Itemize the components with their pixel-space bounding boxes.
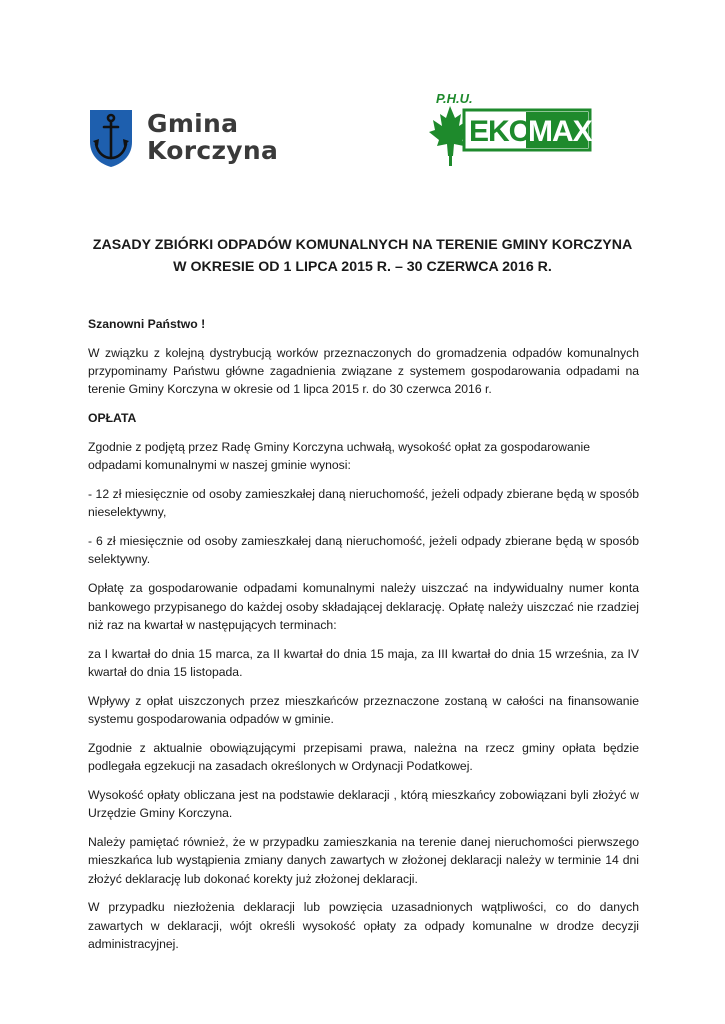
payment-account-paragraph: Opłatę za gospodarowanie odpadami komunalnymi należy uiszczać na indywidualny numer konta bankowego przypisanego do każdej osoby składającej deklarację. Opłatę należy uiszczać nie rzadziej niż raz na kwartał w następujących terminach:	[88, 581, 639, 632]
no-declaration-paragraph: W przypadku niezłożenia deklaracji lub powzięcia uzasadnionych wątpliwości, co do danych zawartych w deklaracji, wójt określi wysokość opłaty za odpady komunalne w drodze decyzji administracyjnej.	[88, 900, 639, 952]
fee-intro-paragraph: Zgodnie z podjętą przez Radę Gminy Korczyna uchwałą, wysokość opłat za gospodarowanie odpadami komunalnymi w naszej gminie wynosi:	[88, 439, 590, 473]
ekomax-name-eko: EKO	[469, 115, 532, 148]
greeting: Szanowni Państwo !	[88, 317, 206, 331]
gmina-korczyna-logo	[88, 108, 298, 170]
revenue-use-paragraph: Wpływy z opłat uiszczonych przez mieszkańców przeznaczone zostaną w całości na finansowanie systemu gospodarowania odpadów w gminie.	[88, 693, 639, 727]
document-title	[60, 234, 665, 278]
gmina-logo-line2: Korczyna	[147, 136, 279, 165]
payment-dates-paragraph: za I kwartał do dnia 15 marca, za II kwartał do dnia 15 maja, za III kwartał do dnia 15 września, za IV kwartał do dnia 15 listopada.	[88, 646, 639, 679]
gmina-logo-line1: Gmina	[147, 109, 239, 138]
ekomax-prefix: P.H.U.	[436, 91, 473, 106]
intro-paragraph: W związku z kolejną dystrybucją worków przeznaczonych do gromadzenia odpadów komunalnych przypominamy Państwu główne zagadnienia związane z systemem gospodarowania odpadami na terenie Gminy Korczyna w okresie od 1 lipca 2015 r. do 30 czerwca 2016 r.	[88, 345, 639, 397]
document-body	[88, 315, 639, 964]
enforcement-paragraph: Zgodnie z aktualnie obowiązującymi przepisami prawa, należna na rzecz gminy opłata będzie podlegała egzekucji na zasadach określonych w Ordynacji Podatkowej.	[88, 740, 639, 774]
anchor-crest-icon	[88, 108, 134, 168]
declaration-basis-paragraph: Wysokość opłaty obliczana jest na podstawie deklaracji , którą mieszkańcy zobowiązani byli złożyć w Urzędzie Gminy Korczyna.	[88, 787, 639, 821]
gmina-logo-text	[147, 110, 278, 164]
declaration-change-paragraph: Należy pamiętać również, że w przypadku zamieszkania na terenie danej nieruchomości pierwszego mieszkańca lub wystąpienia zmiany danych zawartych w złożonej deklaracji należy w terminie 14 dni złożyć deklarację lub dokonać korekty już złożonej deklaracji.	[88, 835, 639, 886]
title-line2: W OKRESIE OD 1 LIPCA 2015 R. – 30 CZERWCA 2016 R.	[173, 259, 552, 275]
ekomax-name-max: MAX	[528, 115, 592, 148]
ekomax-logo	[428, 90, 594, 170]
fee-section-heading: OPŁATA	[88, 411, 137, 426]
fee-sorted-item: - 6 zł miesięcznie od osoby zamieszkałej daną nieruchomość, jeżeli odpady zbierane będą w sposób selektywny.	[88, 534, 639, 567]
fee-unsorted-item: - 12 zł miesięcznie od osoby zamieszkałej daną nieruchomość, jeżeli odpady zbierane będą w sposób nieselektywny,	[88, 487, 639, 520]
title-line1: ZASADY ZBIÓRKI ODPADÓW KOMUNALNYCH NA TERENIE GMINY KORCZYNA	[92, 237, 633, 253]
